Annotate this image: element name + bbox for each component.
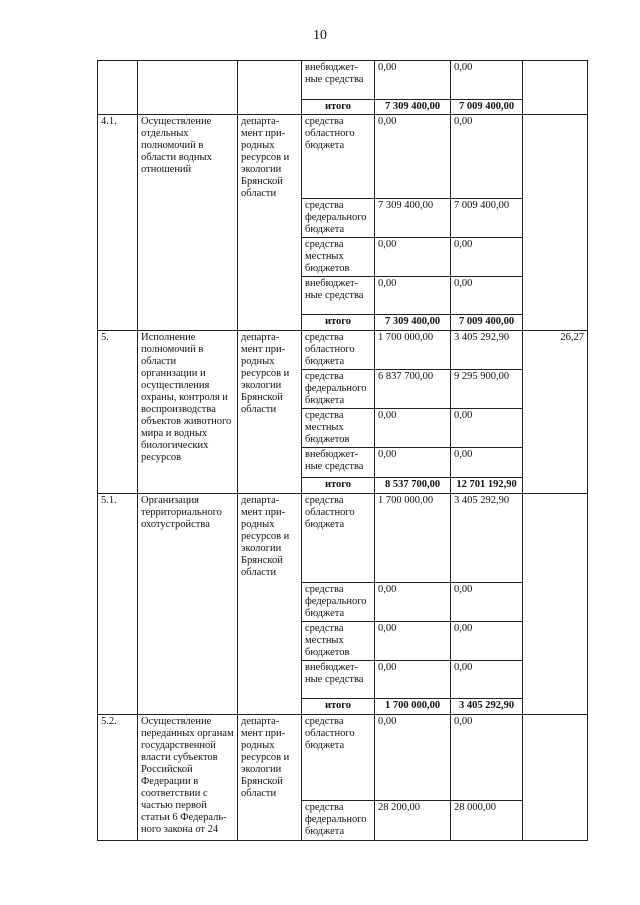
item-name: Осуществление переданных органам государственной власти субъектов Российской Федерации в соответствии с частью первой статьи 6 Федераль- ного закона от 24 xyxy=(138,715,238,841)
amount-actual-cell: 3 405 292,90 xyxy=(451,331,523,370)
amount-planned-cell: 28 200,00 xyxy=(375,801,451,841)
funding-source-cell: внебюджет- ные средства xyxy=(302,61,375,100)
funding-source-cell: средства местных бюджетов xyxy=(302,238,375,277)
amount-actual-cell: 3 405 292,90 xyxy=(451,494,523,583)
amount-actual-cell: 0,00 xyxy=(451,409,523,448)
item-executor: департа- мент при- родных ресурсов и экологии Брянской области xyxy=(238,331,302,494)
amount-actual-cell: 0,00 xyxy=(451,115,523,199)
amount-planned-cell: 0,00 xyxy=(375,115,451,199)
percent-cell xyxy=(523,115,588,331)
total-planned: 1 700 000,00 xyxy=(375,699,451,715)
item-name: Организация территориального охотустройства xyxy=(138,494,238,715)
amount-actual-cell: 0,00 xyxy=(451,715,523,801)
funding-source-cell: средства федерального бюджета xyxy=(302,583,375,622)
budget-table xyxy=(97,60,588,841)
amount-planned-cell: 0,00 xyxy=(375,409,451,448)
total-actual: 3 405 292,90 xyxy=(451,699,523,715)
item-name: Осуществление отдельных полномочий в области водных отношений xyxy=(138,115,238,331)
number-cell xyxy=(98,61,138,115)
funding-source-cell: средства федерального бюджета xyxy=(302,801,375,841)
percent-cell xyxy=(523,61,588,115)
amount-actual-cell: 0,00 xyxy=(451,277,523,315)
item-number: 4.1. xyxy=(98,115,138,331)
percent-cell xyxy=(523,715,588,841)
percent-cell xyxy=(523,494,588,715)
funding-source-cell: средства федерального бюджета xyxy=(302,370,375,409)
total-planned: 7 309 400,00 xyxy=(375,315,451,331)
amount-planned-cell: 1 700 000,00 xyxy=(375,494,451,583)
total-label: итого xyxy=(302,100,375,115)
item-number: 5. xyxy=(98,331,138,494)
item-name: Исполнение полномочий в области организации и осуществления охраны, контроля и воспроизводства объектов животного мира и водных биологических ресурсов xyxy=(138,331,238,494)
table-row xyxy=(98,61,588,100)
total-actual: 12 701 192,90 xyxy=(451,478,523,494)
table-row xyxy=(98,115,588,199)
funding-source-cell: средства областного бюджета xyxy=(302,115,375,199)
amount-planned-cell: 0,00 xyxy=(375,448,451,478)
percent-cell: 26,27 xyxy=(523,331,588,494)
amount-actual-cell: 9 295 900,00 xyxy=(451,370,523,409)
table-row xyxy=(98,331,588,370)
item-executor: департа- мент при- родных ресурсов и экологии Брянской области xyxy=(238,494,302,715)
item-executor: департа- мент при- родных ресурсов и экологии Брянской области xyxy=(238,715,302,841)
amount-planned-cell: 0,00 xyxy=(375,583,451,622)
total-actual: 7 009 400,00 xyxy=(451,315,523,331)
name-cell xyxy=(138,61,238,115)
amount-planned-cell: 0,00 xyxy=(375,61,451,100)
total-label: итого xyxy=(302,315,375,331)
amount-planned-cell: 0,00 xyxy=(375,622,451,661)
item-executor: департа- мент при- родных ресурсов и экологии Брянской области xyxy=(238,115,302,331)
amount-actual-cell: 0,00 xyxy=(451,448,523,478)
funding-source-cell: средства федерального бюджета xyxy=(302,199,375,238)
amount-planned-cell: 1 700 000,00 xyxy=(375,331,451,370)
amount-planned-cell: 0,00 xyxy=(375,715,451,801)
item-number: 5.2. xyxy=(98,715,138,841)
amount-planned-cell: 7 309 400,00 xyxy=(375,199,451,238)
amount-planned-cell: 0,00 xyxy=(375,277,451,315)
total-planned: 8 537 700,00 xyxy=(375,478,451,494)
amount-actual-cell: 0,00 xyxy=(451,622,523,661)
amount-actual-cell: 0,00 xyxy=(451,583,523,622)
total-label: итого xyxy=(302,699,375,715)
total-planned: 7 309 400,00 xyxy=(375,100,451,115)
amount-planned-cell: 0,00 xyxy=(375,238,451,277)
funding-source-cell: внебюджет- ные средства xyxy=(302,277,375,315)
amount-actual-cell: 28 000,00 xyxy=(451,801,523,841)
amount-actual-cell: 0,00 xyxy=(451,61,523,100)
total-actual: 7 009 400,00 xyxy=(451,100,523,115)
item-number: 5.1. xyxy=(98,494,138,715)
funding-source-cell: средства местных бюджетов xyxy=(302,622,375,661)
executor-cell xyxy=(238,61,302,115)
funding-source-cell: средства областного бюджета xyxy=(302,331,375,370)
table-row xyxy=(98,715,588,801)
amount-actual-cell: 0,00 xyxy=(451,238,523,277)
funding-source-cell: средства местных бюджетов xyxy=(302,409,375,448)
funding-source-cell: средства областного бюджета xyxy=(302,494,375,583)
funding-source-cell: внебюджет- ные средства xyxy=(302,448,375,478)
amount-planned-cell: 6 837 700,00 xyxy=(375,370,451,409)
amount-actual-cell: 7 009 400,00 xyxy=(451,199,523,238)
funding-source-cell: внебюджет- ные средства xyxy=(302,661,375,699)
amount-actual-cell: 0,00 xyxy=(451,661,523,699)
total-label: итого xyxy=(302,478,375,494)
table-body xyxy=(98,61,588,841)
page-number: 10 xyxy=(313,28,327,43)
amount-planned-cell: 0,00 xyxy=(375,661,451,699)
table-row xyxy=(98,494,588,583)
funding-source-cell: средства областного бюджета xyxy=(302,715,375,801)
